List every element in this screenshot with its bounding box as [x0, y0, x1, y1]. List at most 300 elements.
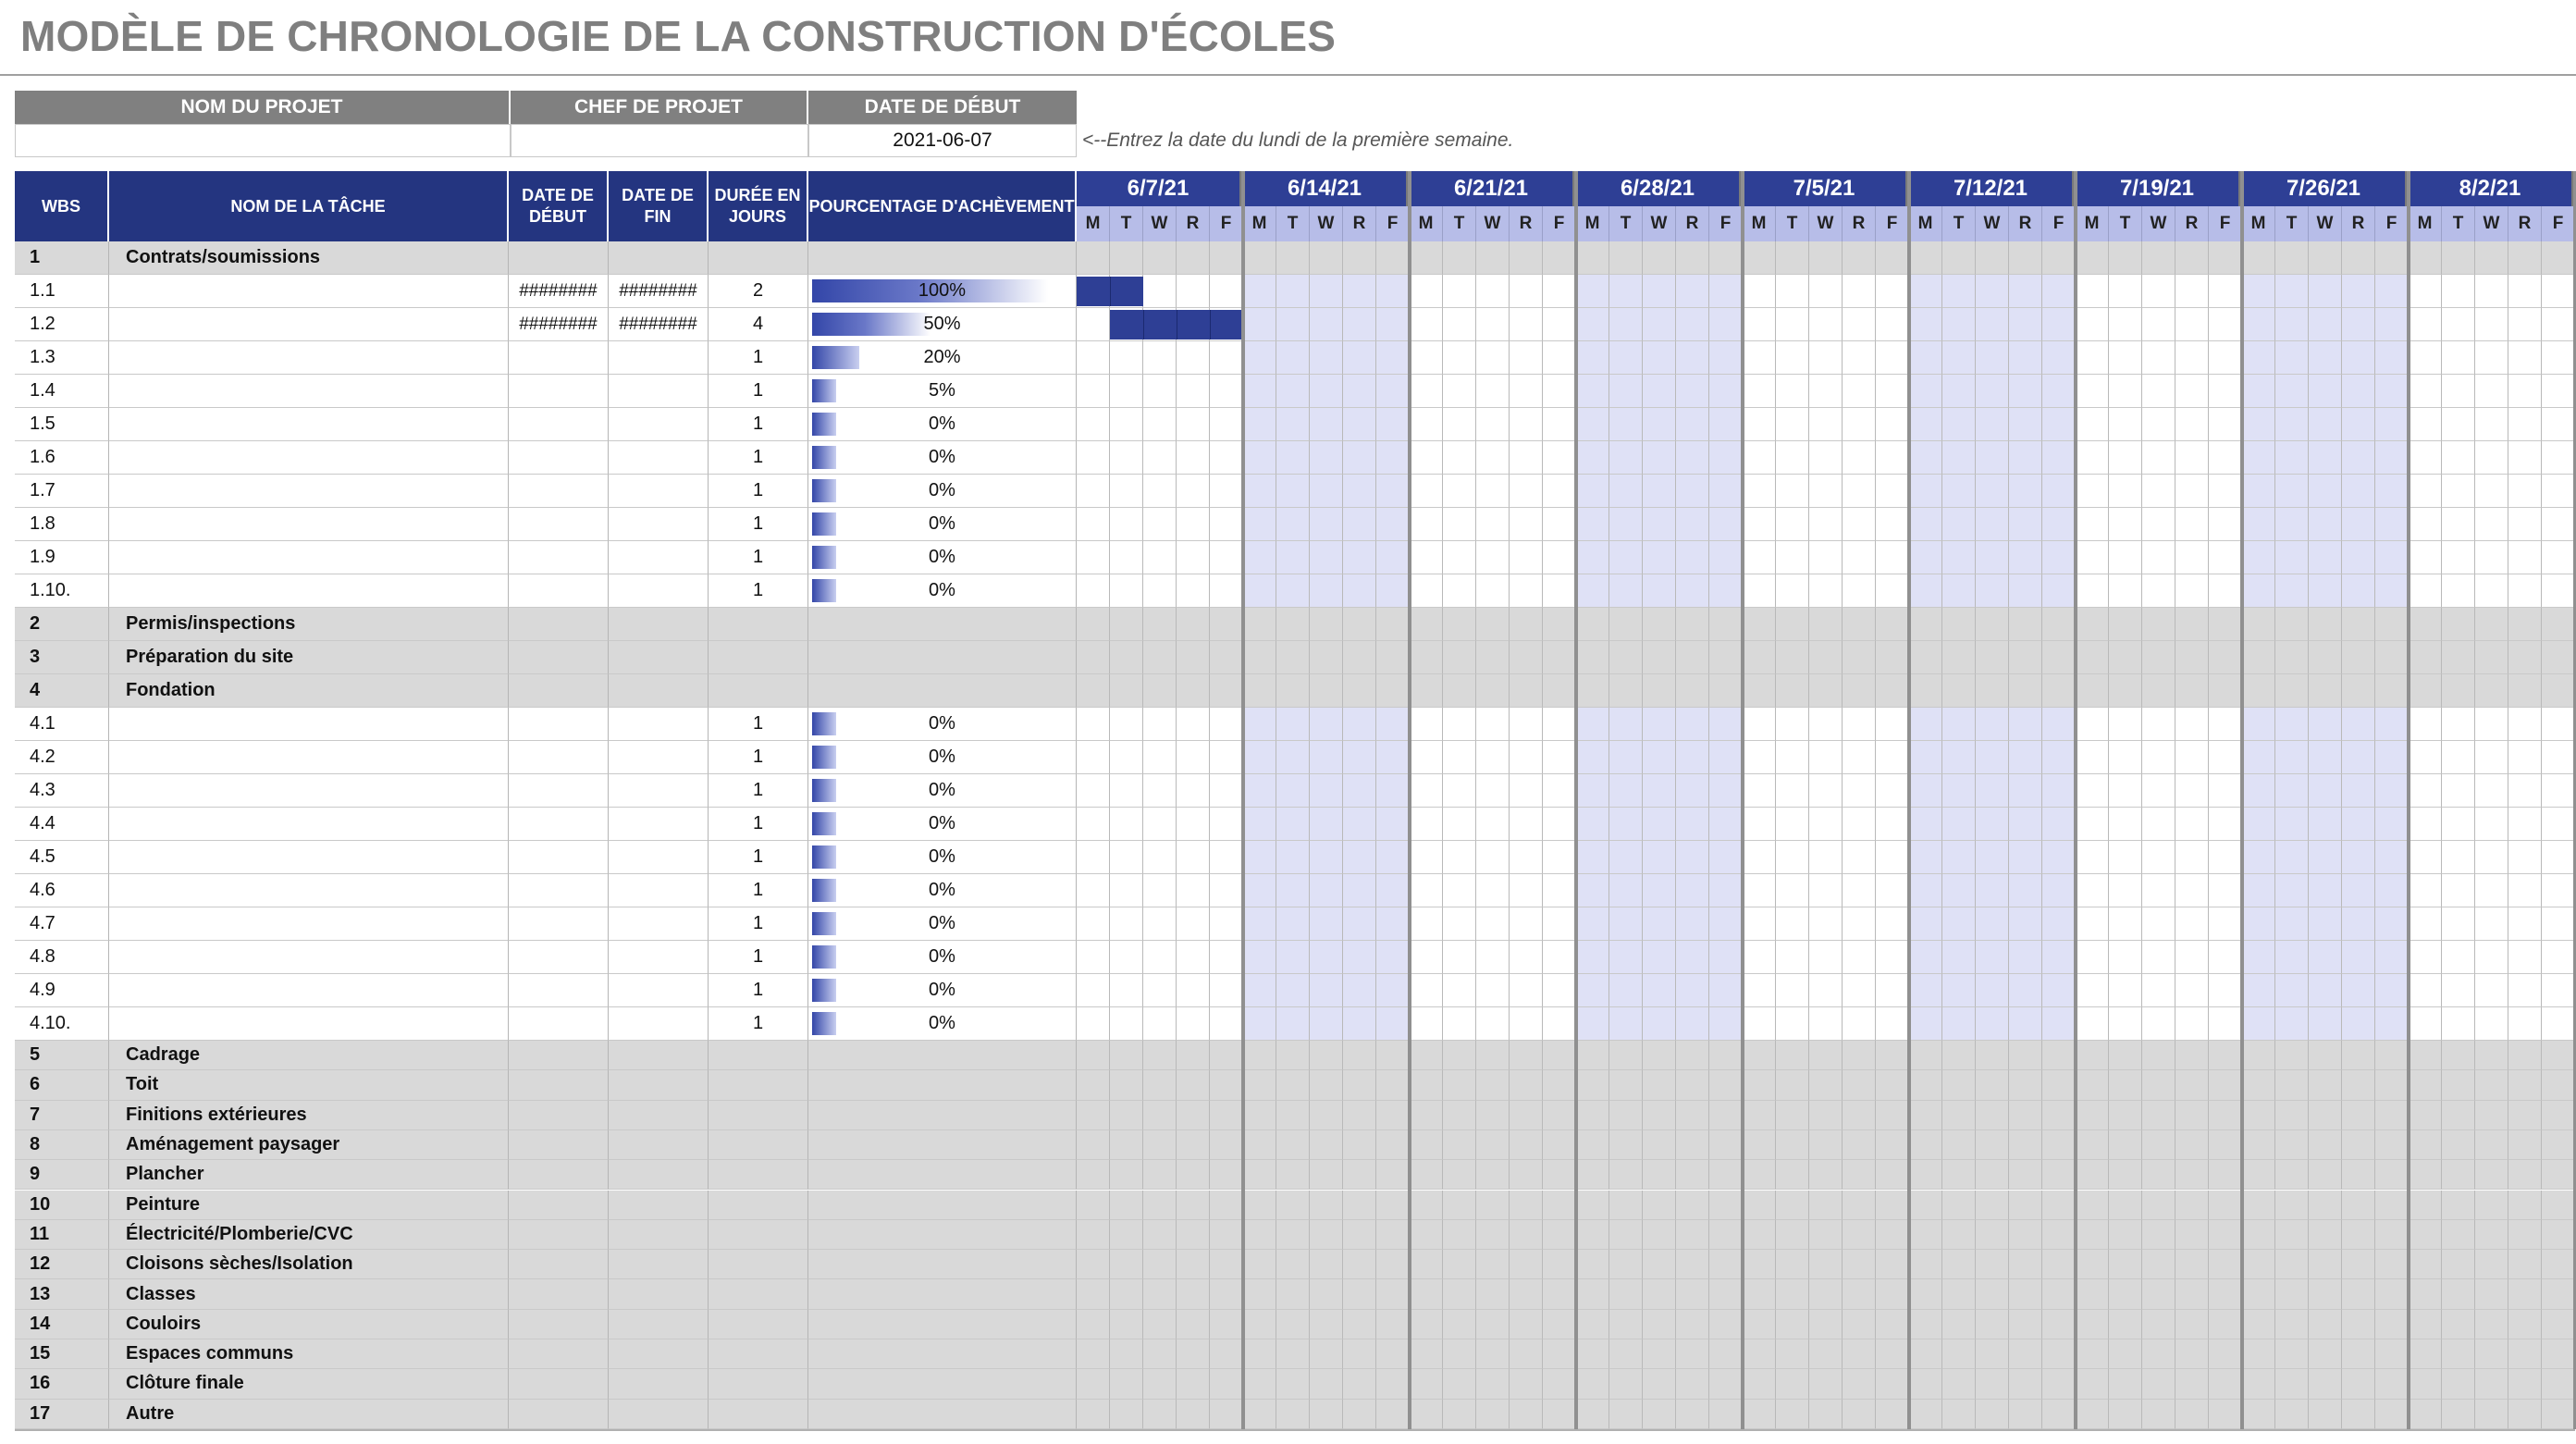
gantt-cell[interactable] [1843, 308, 1876, 341]
gantt-cell[interactable] [1843, 674, 1876, 708]
gantt-cell[interactable] [1443, 907, 1476, 941]
cell-duration[interactable]: 1 [709, 874, 808, 907]
cell-task-name[interactable] [109, 308, 509, 341]
gantt-cell[interactable] [2475, 1191, 2508, 1220]
gantt-cell[interactable] [1143, 1369, 1177, 1399]
gantt-cell[interactable] [1443, 741, 1476, 774]
gantt-cell[interactable] [1843, 275, 1876, 308]
gantt-cell[interactable] [2076, 608, 2109, 641]
gantt-cell[interactable] [1276, 941, 1310, 974]
gantt-cell[interactable] [2409, 574, 2442, 608]
gantt-cell[interactable] [1110, 541, 1143, 574]
gantt-cell[interactable] [2342, 874, 2375, 907]
cell-start-date[interactable] [509, 841, 609, 874]
gantt-cell[interactable] [1310, 1279, 1343, 1309]
gantt-cell[interactable] [2508, 1041, 2542, 1070]
gantt-cell[interactable] [2542, 1041, 2575, 1070]
gantt-cell[interactable] [1576, 1130, 1609, 1160]
gantt-cell[interactable] [1210, 1400, 1243, 1429]
gantt-cell[interactable] [2342, 1191, 2375, 1220]
gantt-cell[interactable] [2042, 1101, 2076, 1130]
gantt-cell[interactable] [2009, 1101, 2042, 1130]
gantt-cell[interactable] [1809, 1369, 1843, 1399]
gantt-cell[interactable] [1476, 974, 1510, 1007]
gantt-cell[interactable] [2409, 475, 2442, 508]
gantt-cell[interactable] [1210, 341, 1243, 375]
gantt-cell[interactable] [2475, 574, 2508, 608]
gantt-cell[interactable] [1676, 841, 1709, 874]
gantt-cell[interactable] [1942, 841, 1976, 874]
gantt-cell[interactable] [1077, 1041, 1110, 1070]
gantt-cell[interactable] [2076, 808, 2109, 841]
gantt-cell[interactable] [2109, 275, 2142, 308]
gantt-cell[interactable] [2375, 1369, 2409, 1399]
gantt-cell[interactable] [1510, 341, 1543, 375]
gantt-cell[interactable] [2209, 475, 2242, 508]
cell-duration[interactable]: 1 [709, 907, 808, 941]
gantt-cell[interactable] [1709, 275, 1743, 308]
gantt-cell[interactable] [1110, 1101, 1143, 1130]
gantt-cell[interactable] [1876, 1220, 1909, 1250]
cell-duration[interactable]: 1 [709, 774, 808, 808]
gantt-cell[interactable] [2542, 774, 2575, 808]
cell-end-date[interactable] [609, 475, 709, 508]
gantt-cell[interactable] [1343, 841, 1376, 874]
gantt-cell[interactable] [2042, 241, 2076, 275]
gantt-cell[interactable] [2042, 441, 2076, 475]
cell-start-date[interactable] [509, 475, 609, 508]
gantt-cell[interactable] [1976, 808, 2009, 841]
gantt-cell[interactable] [1909, 1220, 1942, 1250]
gantt-cell[interactable] [1843, 1279, 1876, 1309]
gantt-cell[interactable] [1110, 841, 1143, 874]
gantt-cell[interactable] [1143, 508, 1177, 541]
gantt-cell[interactable] [1543, 1279, 1576, 1309]
gantt-cell[interactable] [1709, 907, 1743, 941]
cell-start-date[interactable] [509, 708, 609, 741]
gantt-cell[interactable] [2542, 1191, 2575, 1220]
gantt-cell[interactable] [1843, 341, 1876, 375]
gantt-cell[interactable] [2309, 574, 2342, 608]
gantt-cell[interactable] [2209, 1220, 2242, 1250]
gantt-cell[interactable] [1576, 475, 1609, 508]
gantt-cell[interactable] [1243, 974, 1276, 1007]
gantt-cell[interactable] [2009, 1279, 2042, 1309]
gantt-cell[interactable] [1776, 441, 1809, 475]
gantt-cell[interactable] [1643, 1007, 1676, 1041]
gantt-cell[interactable] [2342, 1369, 2375, 1399]
gantt-cell[interactable] [1909, 808, 1942, 841]
gantt-cell[interactable] [2209, 574, 2242, 608]
gantt-cell[interactable] [2076, 1101, 2109, 1130]
gantt-cell[interactable] [2175, 1369, 2209, 1399]
gantt-cell[interactable] [1876, 608, 1909, 641]
gantt-cell[interactable] [2309, 375, 2342, 408]
gantt-cell[interactable] [2209, 1007, 2242, 1041]
gantt-cell[interactable] [1543, 1191, 1576, 1220]
gantt-cell[interactable] [1310, 275, 1343, 308]
gantt-cell[interactable] [1876, 1130, 1909, 1160]
gantt-cell[interactable] [2342, 341, 2375, 375]
gantt-cell[interactable] [2409, 1101, 2442, 1130]
cell-task-name[interactable] [109, 475, 509, 508]
gantt-cell[interactable] [1376, 508, 1410, 541]
cell-task-name[interactable] [109, 1007, 509, 1041]
gantt-cell[interactable] [2375, 1250, 2409, 1279]
gantt-cell[interactable] [2375, 1041, 2409, 1070]
gantt-cell[interactable] [1976, 608, 2009, 641]
gantt-cell[interactable] [2009, 441, 2042, 475]
gantt-cell[interactable] [1843, 941, 1876, 974]
gantt-cell[interactable] [2309, 1130, 2342, 1160]
cell-duration[interactable]: 1 [709, 841, 808, 874]
gantt-cell[interactable] [2542, 874, 2575, 907]
gantt-cell[interactable] [1743, 841, 1776, 874]
cell-duration[interactable]: 1 [709, 541, 808, 574]
gantt-cell[interactable] [1210, 974, 1243, 1007]
gantt-cell[interactable] [1476, 408, 1510, 441]
cell-duration[interactable]: 1 [709, 808, 808, 841]
gantt-cell[interactable] [1343, 1007, 1376, 1041]
gantt-cell[interactable] [2142, 508, 2175, 541]
gantt-cell[interactable] [2076, 1369, 2109, 1399]
gantt-cell[interactable] [1310, 475, 1343, 508]
cell-task-name[interactable] [109, 974, 509, 1007]
gantt-cell[interactable] [1576, 441, 1609, 475]
gantt-cell[interactable] [1276, 1160, 1310, 1190]
gantt-cell[interactable] [1942, 1400, 1976, 1429]
gantt-cell[interactable] [2109, 508, 2142, 541]
gantt-cell[interactable] [1609, 774, 1643, 808]
gantt-cell[interactable] [1576, 574, 1609, 608]
gantt-cell[interactable] [1576, 1250, 1609, 1279]
gantt-cell[interactable] [1909, 475, 1942, 508]
gantt-cell[interactable] [2275, 408, 2309, 441]
gantt-cell[interactable] [1243, 1279, 1276, 1309]
gantt-cell[interactable] [1609, 608, 1643, 641]
gantt-cell[interactable] [1709, 341, 1743, 375]
gantt-cell[interactable] [2508, 974, 2542, 1007]
gantt-cell[interactable] [2109, 375, 2142, 408]
gantt-cell[interactable] [1177, 475, 1210, 508]
gantt-cell[interactable] [2375, 1279, 2409, 1309]
gantt-cell[interactable] [1643, 1279, 1676, 1309]
gantt-cell[interactable] [2275, 874, 2309, 907]
gantt-cell[interactable] [1243, 1310, 1276, 1339]
gantt-cell[interactable] [1976, 1130, 2009, 1160]
gantt-cell[interactable] [2209, 1041, 2242, 1070]
gantt-cell[interactable] [2009, 741, 2042, 774]
gantt-cell[interactable] [1809, 641, 1843, 674]
gantt-cell[interactable] [1543, 774, 1576, 808]
cell-duration[interactable]: 1 [709, 475, 808, 508]
gantt-cell[interactable] [2076, 1160, 2109, 1190]
gantt-cell[interactable] [1676, 1041, 1709, 1070]
gantt-cell[interactable] [1609, 508, 1643, 541]
gantt-cell[interactable] [1676, 674, 1709, 708]
gantt-cell[interactable] [2508, 475, 2542, 508]
gantt-cell[interactable] [1210, 774, 1243, 808]
gantt-cell[interactable] [1743, 641, 1776, 674]
gantt-cell[interactable] [1410, 375, 1443, 408]
gantt-cell[interactable] [1077, 375, 1110, 408]
gantt-cell[interactable] [1343, 708, 1376, 741]
gantt-cell[interactable] [1776, 541, 1809, 574]
gantt-cell[interactable] [2442, 808, 2475, 841]
gantt-cell[interactable] [2142, 1250, 2175, 1279]
gantt-cell[interactable] [1576, 841, 1609, 874]
gantt-cell[interactable] [2442, 874, 2475, 907]
gantt-cell[interactable] [1310, 508, 1343, 541]
gantt-cell[interactable] [1110, 408, 1143, 441]
gantt-cell[interactable] [1743, 1070, 1776, 1100]
gantt-cell[interactable] [1942, 1070, 1976, 1100]
gantt-cell[interactable] [1809, 774, 1843, 808]
gantt-cell[interactable] [1276, 907, 1310, 941]
gantt-cell[interactable] [1376, 1220, 1410, 1250]
gantt-cell[interactable] [1709, 1191, 1743, 1220]
gantt-cell[interactable] [1809, 541, 1843, 574]
cell-end-date[interactable] [609, 574, 709, 608]
gantt-cell[interactable] [1942, 375, 1976, 408]
gantt-cell[interactable] [1709, 1160, 1743, 1190]
gantt-cell[interactable] [1643, 441, 1676, 475]
gantt-cell[interactable] [1177, 741, 1210, 774]
gantt-cell[interactable] [1776, 1191, 1809, 1220]
gantt-cell[interactable] [1210, 1160, 1243, 1190]
gantt-cell[interactable] [2109, 1310, 2142, 1339]
gantt-cell[interactable] [1310, 974, 1343, 1007]
gantt-cell[interactable] [1576, 1279, 1609, 1309]
gantt-cell[interactable] [1476, 1101, 1510, 1130]
gantt-cell[interactable] [1177, 641, 1210, 674]
gantt-cell[interactable] [1843, 1041, 1876, 1070]
gantt-cell[interactable] [1676, 974, 1709, 1007]
gantt-cell[interactable] [1876, 1339, 1909, 1369]
gantt-cell[interactable] [2175, 275, 2209, 308]
gantt-cell[interactable] [2142, 1220, 2175, 1250]
gantt-cell[interactable] [2275, 907, 2309, 941]
gantt-cell[interactable] [2409, 1310, 2442, 1339]
cell-start-date[interactable] [509, 974, 609, 1007]
gantt-cell[interactable] [2409, 708, 2442, 741]
gantt-cell[interactable] [1609, 708, 1643, 741]
gantt-cell[interactable] [1343, 1250, 1376, 1279]
gantt-cell[interactable] [1110, 641, 1143, 674]
gantt-cell[interactable] [1643, 907, 1676, 941]
gantt-cell[interactable] [2142, 1400, 2175, 1429]
gantt-cell[interactable] [1609, 1070, 1643, 1100]
gantt-cell[interactable] [1876, 774, 1909, 808]
gantt-cell[interactable] [2009, 1250, 2042, 1279]
gantt-cell[interactable] [1376, 1279, 1410, 1309]
gantt-cell[interactable] [2409, 741, 2442, 774]
gantt-cell[interactable] [2342, 375, 2375, 408]
gantt-cell[interactable] [1110, 1279, 1143, 1309]
gantt-cell[interactable] [2475, 341, 2508, 375]
cell-duration[interactable]: 1 [709, 375, 808, 408]
gantt-cell[interactable] [1510, 874, 1543, 907]
gantt-cell[interactable] [1643, 1220, 1676, 1250]
gantt-cell[interactable] [2175, 1310, 2209, 1339]
cell-task-name[interactable] [109, 375, 509, 408]
gantt-cell[interactable] [1709, 1007, 1743, 1041]
gantt-cell[interactable] [1410, 1130, 1443, 1160]
gantt-cell[interactable] [2242, 275, 2275, 308]
gantt-cell[interactable] [2042, 475, 2076, 508]
gantt-cell[interactable] [2209, 508, 2242, 541]
gantt-cell[interactable] [2242, 541, 2275, 574]
gantt-cell[interactable] [1510, 674, 1543, 708]
gantt-cell[interactable] [1510, 1369, 1543, 1399]
gantt-cell[interactable] [1843, 574, 1876, 608]
gantt-cell[interactable] [1310, 741, 1343, 774]
gantt-cell[interactable] [1077, 1250, 1110, 1279]
gantt-cell[interactable] [1343, 1041, 1376, 1070]
gantt-cell[interactable] [2508, 774, 2542, 808]
gantt-cell[interactable] [2442, 641, 2475, 674]
gantt-cell[interactable] [1543, 974, 1576, 1007]
gantt-cell[interactable] [1310, 241, 1343, 275]
gantt-cell[interactable] [1310, 1191, 1343, 1220]
gantt-cell[interactable] [1909, 441, 1942, 475]
gantt-cell[interactable] [2042, 1400, 2076, 1429]
gantt-cell[interactable] [1976, 874, 2009, 907]
gantt-cell[interactable] [2309, 1041, 2342, 1070]
gantt-cell[interactable] [1310, 608, 1343, 641]
gantt-cell[interactable] [2309, 874, 2342, 907]
gantt-cell[interactable] [1576, 1101, 1609, 1130]
gantt-cell[interactable] [1676, 1400, 1709, 1429]
gantt-cell[interactable] [1843, 774, 1876, 808]
gantt-cell[interactable] [1543, 574, 1576, 608]
gantt-cell[interactable] [2508, 375, 2542, 408]
gantt-cell[interactable] [1843, 841, 1876, 874]
gantt-cell[interactable] [2542, 1279, 2575, 1309]
gantt-cell[interactable] [2409, 641, 2442, 674]
gantt-cell[interactable] [1843, 1250, 1876, 1279]
gantt-cell[interactable] [2076, 674, 2109, 708]
gantt-cell[interactable] [1976, 1070, 2009, 1100]
gantt-cell[interactable] [1276, 341, 1310, 375]
gantt-cell[interactable] [2375, 1007, 2409, 1041]
gantt-cell[interactable] [1576, 341, 1609, 375]
gantt-cell[interactable] [1543, 341, 1576, 375]
gantt-cell[interactable] [2342, 1041, 2375, 1070]
gantt-cell[interactable] [2375, 241, 2409, 275]
gantt-cell[interactable] [2309, 641, 2342, 674]
gantt-cell[interactable] [1443, 974, 1476, 1007]
gantt-cell[interactable] [2076, 1130, 2109, 1160]
gantt-cell[interactable] [2009, 1070, 2042, 1100]
gantt-cell[interactable] [1676, 408, 1709, 441]
gantt-cell[interactable] [2342, 241, 2375, 275]
gantt-cell[interactable] [2275, 508, 2309, 541]
gantt-cell[interactable] [1143, 1310, 1177, 1339]
gantt-cell[interactable] [1576, 874, 1609, 907]
gantt-cell[interactable] [1776, 907, 1809, 941]
gantt-cell[interactable] [2275, 1369, 2309, 1399]
gantt-cell[interactable] [1410, 1191, 1443, 1220]
gantt-cell[interactable] [1510, 641, 1543, 674]
gantt-cell[interactable] [1343, 874, 1376, 907]
gantt-cell[interactable] [2475, 674, 2508, 708]
gantt-cell[interactable] [1743, 408, 1776, 441]
gantt-cell[interactable] [1276, 408, 1310, 441]
gantt-cell[interactable] [2409, 375, 2442, 408]
cell-task-name[interactable] [109, 841, 509, 874]
gantt-cell[interactable] [1443, 408, 1476, 441]
gantt-cell[interactable] [2275, 241, 2309, 275]
gantt-cell[interactable] [1177, 275, 1210, 308]
gantt-cell[interactable] [2175, 574, 2209, 608]
cell-task-name[interactable] [109, 541, 509, 574]
gantt-cell[interactable] [1143, 1339, 1177, 1369]
gantt-cell[interactable] [1310, 1041, 1343, 1070]
gantt-cell[interactable] [1976, 1279, 2009, 1309]
gantt-cell[interactable] [1310, 1369, 1343, 1399]
gantt-cell[interactable] [1976, 275, 2009, 308]
gantt-cell[interactable] [1942, 1160, 1976, 1190]
gantt-cell[interactable] [1143, 841, 1177, 874]
gantt-cell[interactable] [1976, 741, 2009, 774]
gantt-cell[interactable] [2475, 641, 2508, 674]
gantt-cell[interactable] [2242, 241, 2275, 275]
gantt-cell[interactable] [2175, 1007, 2209, 1041]
gantt-cell[interactable] [2409, 308, 2442, 341]
gantt-cell[interactable] [1776, 1101, 1809, 1130]
gantt-cell[interactable] [2508, 1279, 2542, 1309]
gantt-cell[interactable] [1276, 808, 1310, 841]
gantt-cell[interactable] [1676, 1369, 1709, 1399]
cell-task-name[interactable] [109, 508, 509, 541]
gantt-cell[interactable] [1609, 741, 1643, 774]
gantt-cell[interactable] [1843, 241, 1876, 275]
gantt-cell[interactable] [1543, 1250, 1576, 1279]
gantt-cell[interactable] [2109, 974, 2142, 1007]
gantt-cell[interactable] [1543, 674, 1576, 708]
gantt-cell[interactable] [1609, 974, 1643, 1007]
gantt-cell[interactable] [1776, 841, 1809, 874]
gantt-cell[interactable] [1743, 1339, 1776, 1369]
gantt-cell[interactable] [1576, 1191, 1609, 1220]
gantt-cell[interactable] [1709, 874, 1743, 907]
gantt-cell[interactable] [1976, 774, 2009, 808]
gantt-cell[interactable] [1210, 641, 1243, 674]
gantt-cell[interactable] [1310, 341, 1343, 375]
cell-percent[interactable] [808, 341, 1077, 375]
gantt-cell[interactable] [1643, 1400, 1676, 1429]
gantt-cell[interactable] [2475, 708, 2508, 741]
gantt-cell[interactable] [1310, 808, 1343, 841]
gantt-cell[interactable] [2175, 1130, 2209, 1160]
gantt-cell[interactable] [1843, 441, 1876, 475]
gantt-cell[interactable] [2508, 608, 2542, 641]
gantt-cell[interactable] [2442, 1339, 2475, 1369]
gantt-cell[interactable] [2175, 375, 2209, 408]
gantt-cell[interactable] [1709, 1339, 1743, 1369]
gantt-cell[interactable] [1676, 308, 1709, 341]
gantt-cell[interactable] [2508, 1310, 2542, 1339]
gantt-cell[interactable] [1443, 475, 1476, 508]
gantt-cell[interactable] [1709, 641, 1743, 674]
gantt-cell[interactable] [2309, 774, 2342, 808]
gantt-cell[interactable] [2275, 1070, 2309, 1100]
gantt-cell[interactable] [1410, 1007, 1443, 1041]
gantt-cell[interactable] [1210, 441, 1243, 475]
cell-percent[interactable] [808, 541, 1077, 574]
gantt-cell[interactable] [1843, 1400, 1876, 1429]
